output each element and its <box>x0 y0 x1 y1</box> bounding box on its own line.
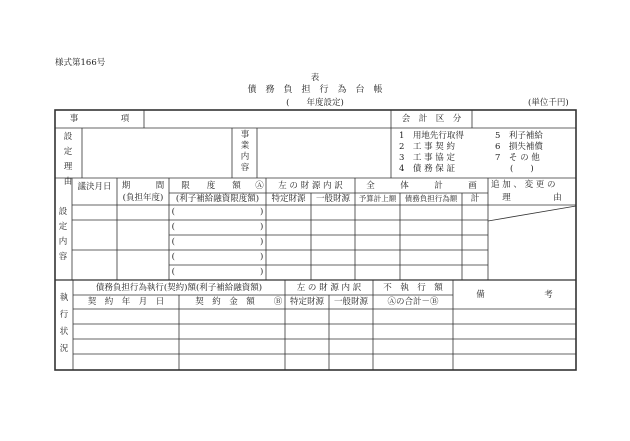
overall-plan-header: 全 体 計 画 <box>366 180 477 191</box>
category-other-paren: ( ) <box>510 164 534 174</box>
exec-specific-source-header: 特定財源 <box>289 296 324 307</box>
amount-mark-b: Ⓑ <box>273 296 283 307</box>
unit-label: (単位千円) <box>528 98 569 108</box>
limit-cell-4[interactable]: ( ) <box>171 252 264 263</box>
category-6: 6 損失補償 <box>495 142 543 152</box>
subtitle: 表 <box>310 73 320 83</box>
unexecuted-sub-header: Ⓐの合計－Ⓑ <box>387 296 439 307</box>
exec-source-breakdown-header: 左 の 財 源 内 訳 <box>296 282 362 293</box>
period-sub-header: (負担年度) <box>122 192 164 203</box>
specific-source-header: 特定財源 <box>271 193 306 204</box>
category-3: 3 工 事 協 定 <box>399 153 456 163</box>
reason-label: 設定理由 <box>63 132 73 187</box>
contract-amount-header: 契 約 金 額 <box>195 296 255 307</box>
change-reason-header: 追 加 、 変 更 の <box>491 180 556 190</box>
category-4: 4 債 務 保 証 <box>399 164 456 174</box>
exec-general-source-header: 一般財源 <box>333 296 368 307</box>
limit-cell-3[interactable]: ( ) <box>171 237 264 248</box>
category-2: 2 工 事 契 約 <box>399 142 456 152</box>
reason-field[interactable] <box>83 129 231 177</box>
contract-date-header: 契 約 年 月 日 <box>87 296 165 307</box>
accounting-field[interactable] <box>473 111 575 127</box>
limit-mark-a: Ⓐ <box>255 180 264 191</box>
limit-sub-header: (利子補給融資限度額) <box>175 193 260 204</box>
change-reason-header-2: 理 由 <box>502 192 562 203</box>
remarks-header: 備 考 <box>476 289 553 300</box>
page-title: 債 務 負 担 行 為 台 帳 <box>247 85 383 95</box>
period-header: 期 間 <box>121 180 165 191</box>
business-field[interactable] <box>258 129 390 177</box>
accounting-label: 会 計 区 分 <box>401 113 462 124</box>
item-label: 事 項 <box>69 113 130 124</box>
category-5: 5 利子補給 <box>495 131 543 141</box>
exec-amount-header: 債務負担行為執行(契約)額(利子補給融資額) <box>95 282 263 293</box>
limit-header: 限 度 額 <box>181 180 241 191</box>
limit-cell-2[interactable]: ( ) <box>171 222 264 233</box>
year-setting: ( 年度設定) <box>286 98 344 108</box>
debt-amount-header: 債務負担行為額 <box>404 194 458 204</box>
budget-amount-header: 予算計上額 <box>358 194 397 204</box>
setting-section-label: 設定内容 <box>58 207 68 262</box>
form-number: 様式第166号 <box>55 58 106 68</box>
limit-cell-5[interactable]: ( ) <box>171 267 264 278</box>
resolution-date-header: 議決月日 <box>77 181 112 192</box>
category-7: 7 そ の 他 <box>495 153 540 163</box>
unexecuted-header: 不 執 行 額 <box>383 282 443 293</box>
category-1: 1 用地先行取得 <box>399 131 464 141</box>
business-label: 事業内容 <box>240 130 250 173</box>
item-field[interactable] <box>145 111 390 127</box>
source-breakdown-header: 左 の 財 源 内 訳 <box>278 180 343 191</box>
general-source-header: 一般財源 <box>315 193 350 204</box>
total-header: 計 <box>470 193 480 204</box>
execution-section-label: 執行状況 <box>59 293 69 354</box>
limit-cell-1[interactable]: ( ) <box>171 207 264 218</box>
